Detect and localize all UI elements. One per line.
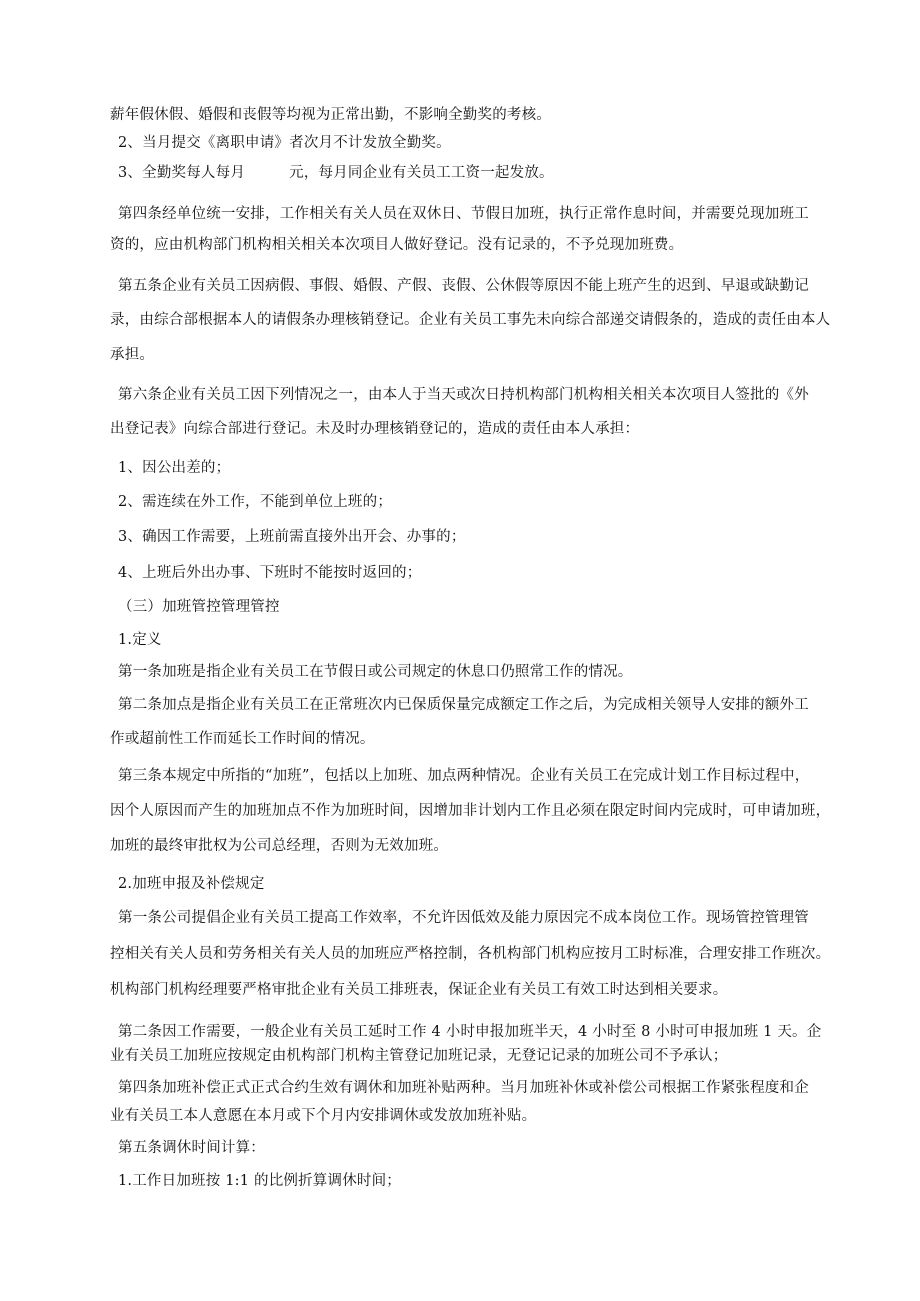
overtime-article-2-line: 作或超前性工作而延长工作时间的情况。 bbox=[110, 731, 375, 747]
article-6-line: 第六条企业有关员工因下列情况之一，由本人于当天或次日持机构部门机构相关相关本次项目人签批的《外 bbox=[118, 387, 809, 403]
article-5-line: 录，由综合部根据本人的请假条办理核销登记。企业有关员工事先未向综合部递交请假条的，造成的责任由本人 bbox=[110, 312, 831, 328]
article-4-line: 第四条经单位统一安排，工作相关有关人员在双休日、节假日加班，执行正常作息时间，并需要兑现加班工 bbox=[118, 206, 809, 222]
compensation-article-1-line: 第一条公司提倡企业有关员工提高工作效率，不允许因低效及能力原因完不成本岗位工作。现场管控管理管 bbox=[118, 910, 809, 926]
compensation-article-5-line: 第五条调休时间计算： bbox=[118, 1140, 265, 1156]
compensation-article-1-line: 机构部门机构经理要严格审批企业有关员工排班表，保证企业有关员工有效工时达到相关要求。 bbox=[110, 982, 728, 998]
list-item: 1.工作日加班按 1:1 的比例折算调休时间； bbox=[118, 1173, 401, 1189]
overtime-article-3-line: 因个人原因而产生的加班加点不作为加班时间，因增加非计划内工作且必须在限定时间内完成时，可申请加班， bbox=[110, 803, 831, 819]
list-item: 2、需连续在外工作，不能到单位上班的； bbox=[118, 494, 393, 510]
paragraph-line: 薪年假休假、婚假和丧假等均视为正常出勤，不影响全勤奖的考核。 bbox=[110, 107, 551, 123]
overtime-article-1-line: 第一条加班是指企业有关员工在节假日或公司规定的休息口仍照常工作的情况。 bbox=[118, 664, 633, 680]
list-item: 3、全勤奖每人每月 元，每月同企业有关员工工资一起发放。 bbox=[118, 165, 554, 181]
article-5-line: 承担。 bbox=[110, 347, 155, 363]
subsection-heading: 2.加班申报及补偿规定 bbox=[118, 876, 265, 892]
overtime-article-2-line: 第二条加点是指企业有关员工在正常班次内已保质保量完成额定工作之后，为完成相关领导人安排的额外工 bbox=[118, 697, 809, 713]
compensation-article-4-line: 第四条加班补偿正式正式合约生效有调休和加班补贴两种。当月加班补休或补偿公司根据工作紧张程度和企 bbox=[118, 1080, 809, 1096]
article-5-line: 第五条企业有关员工因病假、事假、婚假、产假、丧假、公休假等原因不能上班产生的迟到、早退或缺勤记 bbox=[118, 278, 809, 294]
article-6-line: 出登记表》向综合部进行登记。未及时办理核销登记的，造成的责任由本人承担： bbox=[110, 421, 640, 437]
subsection-heading: 1.定义 bbox=[118, 632, 162, 648]
list-item: 2、当月提交《离职申请》者次月不计发放全勤奖。 bbox=[118, 135, 451, 151]
list-item: 3、确因工作需要，上班前需直接外出开会、办事的； bbox=[118, 529, 466, 545]
article-4-line: 资的，应由机构部门机构相关相关本次项目人做好登记。没有记录的，不予兑现加班费。 bbox=[110, 237, 684, 253]
compensation-article-4-line: 业有关员工本人意愿在本月或下个月内安排调休或发放加班补贴。 bbox=[110, 1108, 537, 1124]
compensation-article-2-line: 第二条因工作需要，一般企业有关员工延时工作 4 小时申报加班半天，4 小时至 8 小时可申报加班 1 天。企 bbox=[118, 1024, 822, 1040]
overtime-article-3-line: 加班的最终审批权为公司总经理，否则为无效加班。 bbox=[110, 838, 449, 854]
overtime-article-3-line: 第三条本规定中所指的“加班”，包括以上加班、加点两种情况。企业有关员工在完成计划工作目标过程中， bbox=[118, 768, 810, 784]
list-item: 4、上班后外出办事、下班时不能按时返回的； bbox=[118, 565, 422, 581]
list-item: 1、因公出差的； bbox=[118, 460, 231, 476]
compensation-article-1-line: 控相关有关人员和劳务相关有关人员的加班应严格控制，各机构部门机构应按月工时标准，合理安排工作班次。 bbox=[110, 946, 831, 962]
compensation-article-2-line: 业有关员工加班应按规定由机构部门机构主管登记加班记录，无登记记录的加班公司不予承认； bbox=[110, 1048, 728, 1064]
section-heading: （三）加班管控管理管控 bbox=[118, 599, 280, 615]
